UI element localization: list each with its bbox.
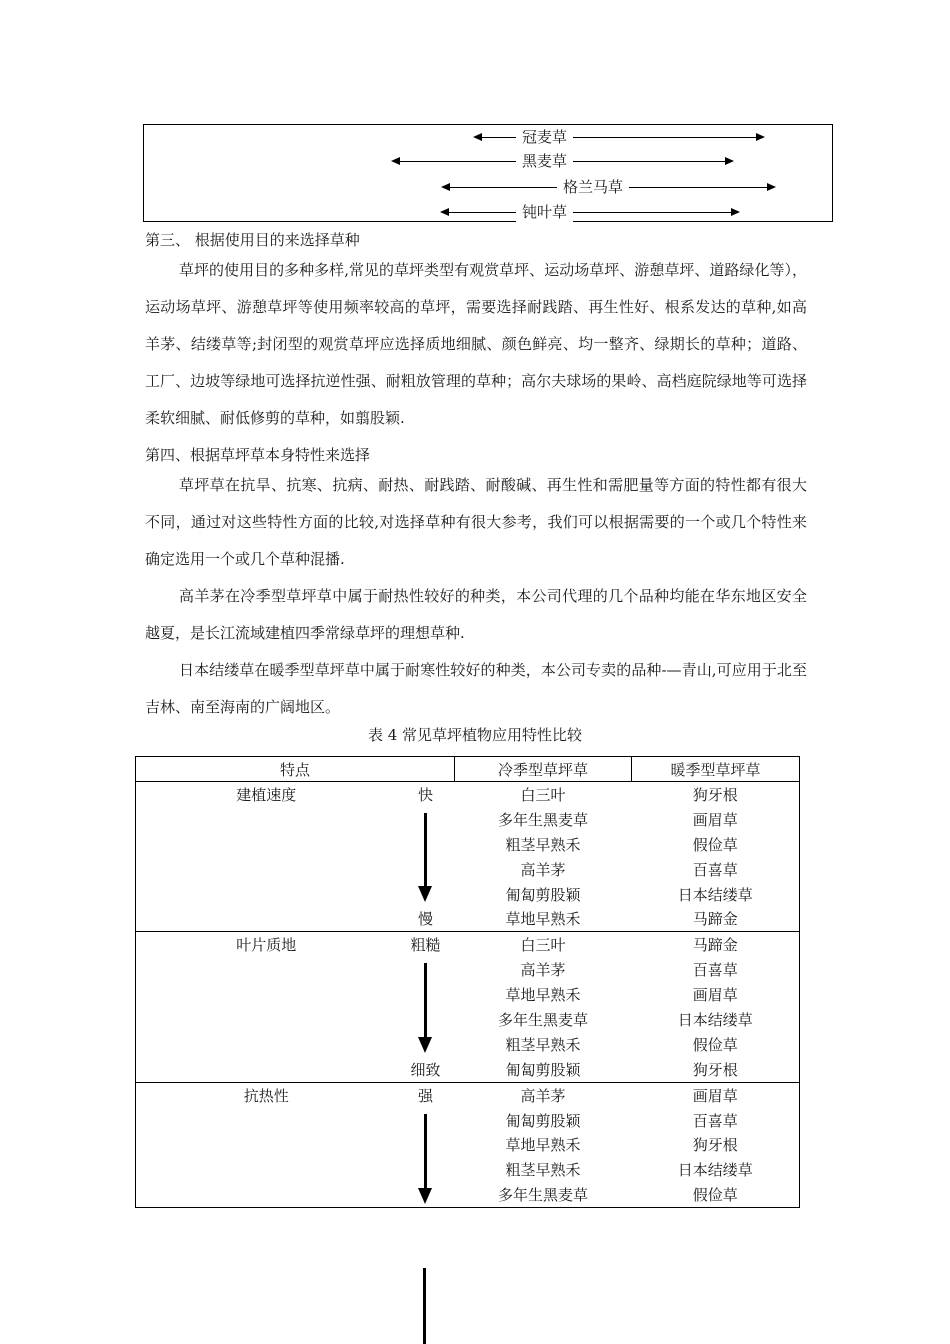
- table-row: [136, 982, 800, 1007]
- rank-cell: 强: [396, 1082, 454, 1107]
- section4-paragraphs: [145, 467, 807, 726]
- section3-paragraph: [145, 252, 807, 437]
- cool-grass-cell: 匍匐剪股颖: [505, 1060, 581, 1079]
- header-warm: 暖季型草坪草: [632, 757, 800, 782]
- paragraph-text: 草坪草在抗旱、抗寒、抗病、耐热、耐践踏、耐酸碱、再生性和需肥量等方面的特性都有很大不同，通过对这些特性方面的比较,对选择草种有很大参考，我们可以根据需要的一个或几个特性来确定选用一个或几个草种混播.: [145, 476, 807, 568]
- range-row: [144, 128, 834, 148]
- table-caption: 表 4 常见草坪植物应用特性比较: [367, 726, 583, 744]
- warm-grass-cell: 假俭草: [632, 832, 800, 857]
- table-row: [136, 807, 800, 832]
- warm-grass-cell: 马蹄金: [632, 932, 800, 957]
- trait-cell: [136, 832, 397, 857]
- arrow-down-icon: [418, 1037, 432, 1053]
- table-row: [136, 782, 800, 807]
- warm-grass-cell: 画眉草: [632, 982, 800, 1007]
- rank-arrow-shaft: [424, 813, 427, 889]
- arrow-right-icon: [725, 157, 734, 165]
- cool-grass-cell: 高羊茅: [520, 860, 566, 879]
- table-row: [136, 906, 800, 931]
- trait-cell: [136, 857, 397, 882]
- cool-grass-cell: 白三叶: [455, 782, 632, 807]
- range-row: [144, 203, 834, 223]
- grass-label: 冠麦草: [516, 126, 573, 147]
- rank-arrow-shaft: [424, 1114, 427, 1190]
- warm-grass-cell: 日本结缕草: [632, 882, 800, 907]
- warm-grass-cell: 狗牙根: [632, 1057, 800, 1082]
- trait-cell: [136, 1182, 397, 1207]
- arrow-right-icon: [767, 183, 776, 191]
- cool-grass-cell: 多年生黑麦草: [497, 1010, 588, 1029]
- warm-grass-cell: 狗牙根: [632, 1132, 800, 1157]
- table-row: [136, 1032, 800, 1057]
- warm-grass-cell: 日本结缕草: [632, 1157, 800, 1182]
- cool-grass-cell: 匍匐剪股颖: [505, 1111, 581, 1130]
- table-row: [136, 957, 800, 982]
- cool-grass-cell: 粗茎早熟禾: [505, 1035, 581, 1054]
- table-body: [136, 782, 800, 1208]
- grass-label: 钝叶草: [516, 201, 573, 222]
- table-row: [136, 1108, 800, 1133]
- warm-grass-cell: 假俭草: [632, 1032, 800, 1057]
- cool-grass-cell: 匍匐剪股颖: [505, 885, 581, 904]
- trait-cell: [136, 982, 397, 1007]
- rank-cell: 细致: [410, 1060, 441, 1079]
- cool-grass-cell: 白三叶: [455, 932, 632, 957]
- paragraph-text: 草坪的使用目的多种多样,常见的草坪类型有观赏草坪、运动场草坪、游憩草坪、道路绿化等），运动场草坪、游憩草坪等使用频率较高的草坪，需要选择耐践踏、再生性好、根系发达的草种,如高羊茅、结缕草等;封闭型的观赏草坪应选择质地细腻、颜色鲜亮、均一整齐、绿期长的草种；道路、工厂、边坡等绿地可选择抗逆性强、耐粗放管理的草种；高尔夫球场的果岭、高档庭院绿地等可选择柔软细腻、耐低修剪的草种，如翦股颖.: [145, 261, 807, 427]
- trait-cell: [136, 1007, 397, 1032]
- trait-cell: [136, 1032, 397, 1057]
- warm-grass-cell: 狗牙根: [632, 782, 800, 807]
- table-row: [136, 1082, 800, 1107]
- header-trait: 特点: [136, 757, 455, 782]
- cool-grass-cell: 草地早熟禾: [505, 986, 581, 1005]
- grass-label: 格兰马草: [557, 176, 629, 197]
- table-row: [136, 832, 800, 857]
- trait-cell: [136, 1108, 397, 1133]
- table-row: [136, 1157, 800, 1182]
- warm-grass-cell: 百喜草: [632, 957, 800, 982]
- grass-range-box: [143, 124, 833, 222]
- range-row: [144, 152, 834, 172]
- rank-cell: 快: [396, 782, 454, 807]
- trait-cell: [136, 906, 397, 931]
- trait-cell: [136, 1157, 397, 1182]
- warm-grass-cell: 马蹄金: [632, 906, 800, 931]
- rank-arrow-shaft: [424, 963, 427, 1039]
- table-row: [136, 882, 800, 907]
- range-line: [446, 212, 738, 213]
- trait-cell: [136, 807, 397, 832]
- cool-grass-cell: 粗茎早熟禾: [505, 1161, 581, 1180]
- table-row: [136, 1182, 800, 1207]
- section4-heading: 第四、根据草坪草本身特性来选择: [145, 446, 371, 464]
- rank-cell: 慢: [417, 910, 433, 929]
- table-row: [136, 1007, 800, 1032]
- range-row: [144, 178, 834, 198]
- arrow-right-icon: [756, 133, 765, 141]
- section3-heading: 第三、 根据使用目的来选择草种: [145, 231, 360, 249]
- rank-arrow-shaft: [423, 1268, 426, 1344]
- cool-grass-cell: 多年生黑麦草: [497, 810, 588, 829]
- warm-grass-cell: 百喜草: [632, 1108, 800, 1133]
- cool-grass-cell: 粗茎早熟禾: [505, 835, 581, 854]
- cool-grass-cell: 草地早熟禾: [505, 910, 581, 929]
- table-row: [136, 857, 800, 882]
- trait-cell: [136, 882, 397, 907]
- table-row: [136, 1057, 800, 1082]
- cool-grass-cell: 草地早熟禾: [505, 1136, 581, 1155]
- cool-grass-cell: 高羊茅: [520, 961, 566, 980]
- traits-table: [135, 756, 800, 1208]
- trait-cell: 叶片质地: [136, 932, 397, 957]
- arrow-right-icon: [731, 208, 740, 216]
- grass-label: 黑麦草: [516, 150, 573, 171]
- paragraph-text: 日本结缕草在暖季型草坪草中属于耐寒性较好的种类，本公司专卖的品种-—青山,可应用于北至吉林、南至海南的广阔地区。: [145, 661, 807, 716]
- warm-grass-cell: 日本结缕草: [632, 1007, 800, 1032]
- cool-grass-cell: 多年生黑麦草: [455, 1182, 632, 1207]
- arrow-down-icon: [418, 1188, 432, 1204]
- trait-cell: [136, 1057, 397, 1082]
- table-row: [136, 1132, 800, 1157]
- table-header-row: [136, 757, 800, 782]
- trait-cell: 建植速度: [136, 782, 397, 807]
- trait-cell: 抗热性: [136, 1082, 397, 1107]
- paragraph-text: 高羊茅在冷季型草坪草中属于耐热性较好的种类，本公司代理的几个品种均能在华东地区安全越夏，是长江流域建植四季常绿草坪的理想草种.: [145, 587, 807, 642]
- trait-cell: [136, 957, 397, 982]
- warm-grass-cell: 画眉草: [632, 807, 800, 832]
- arrow-down-icon: [418, 886, 432, 902]
- header-cool: 冷季型草坪草: [455, 757, 632, 782]
- warm-grass-cell: 百喜草: [632, 857, 800, 882]
- cool-grass-cell: 高羊茅: [455, 1082, 632, 1107]
- warm-grass-cell: 画眉草: [632, 1082, 800, 1107]
- trait-cell: [136, 1132, 397, 1157]
- table-row: [136, 932, 800, 957]
- rank-cell: 粗糙: [396, 932, 454, 957]
- warm-grass-cell: 假俭草: [632, 1182, 800, 1207]
